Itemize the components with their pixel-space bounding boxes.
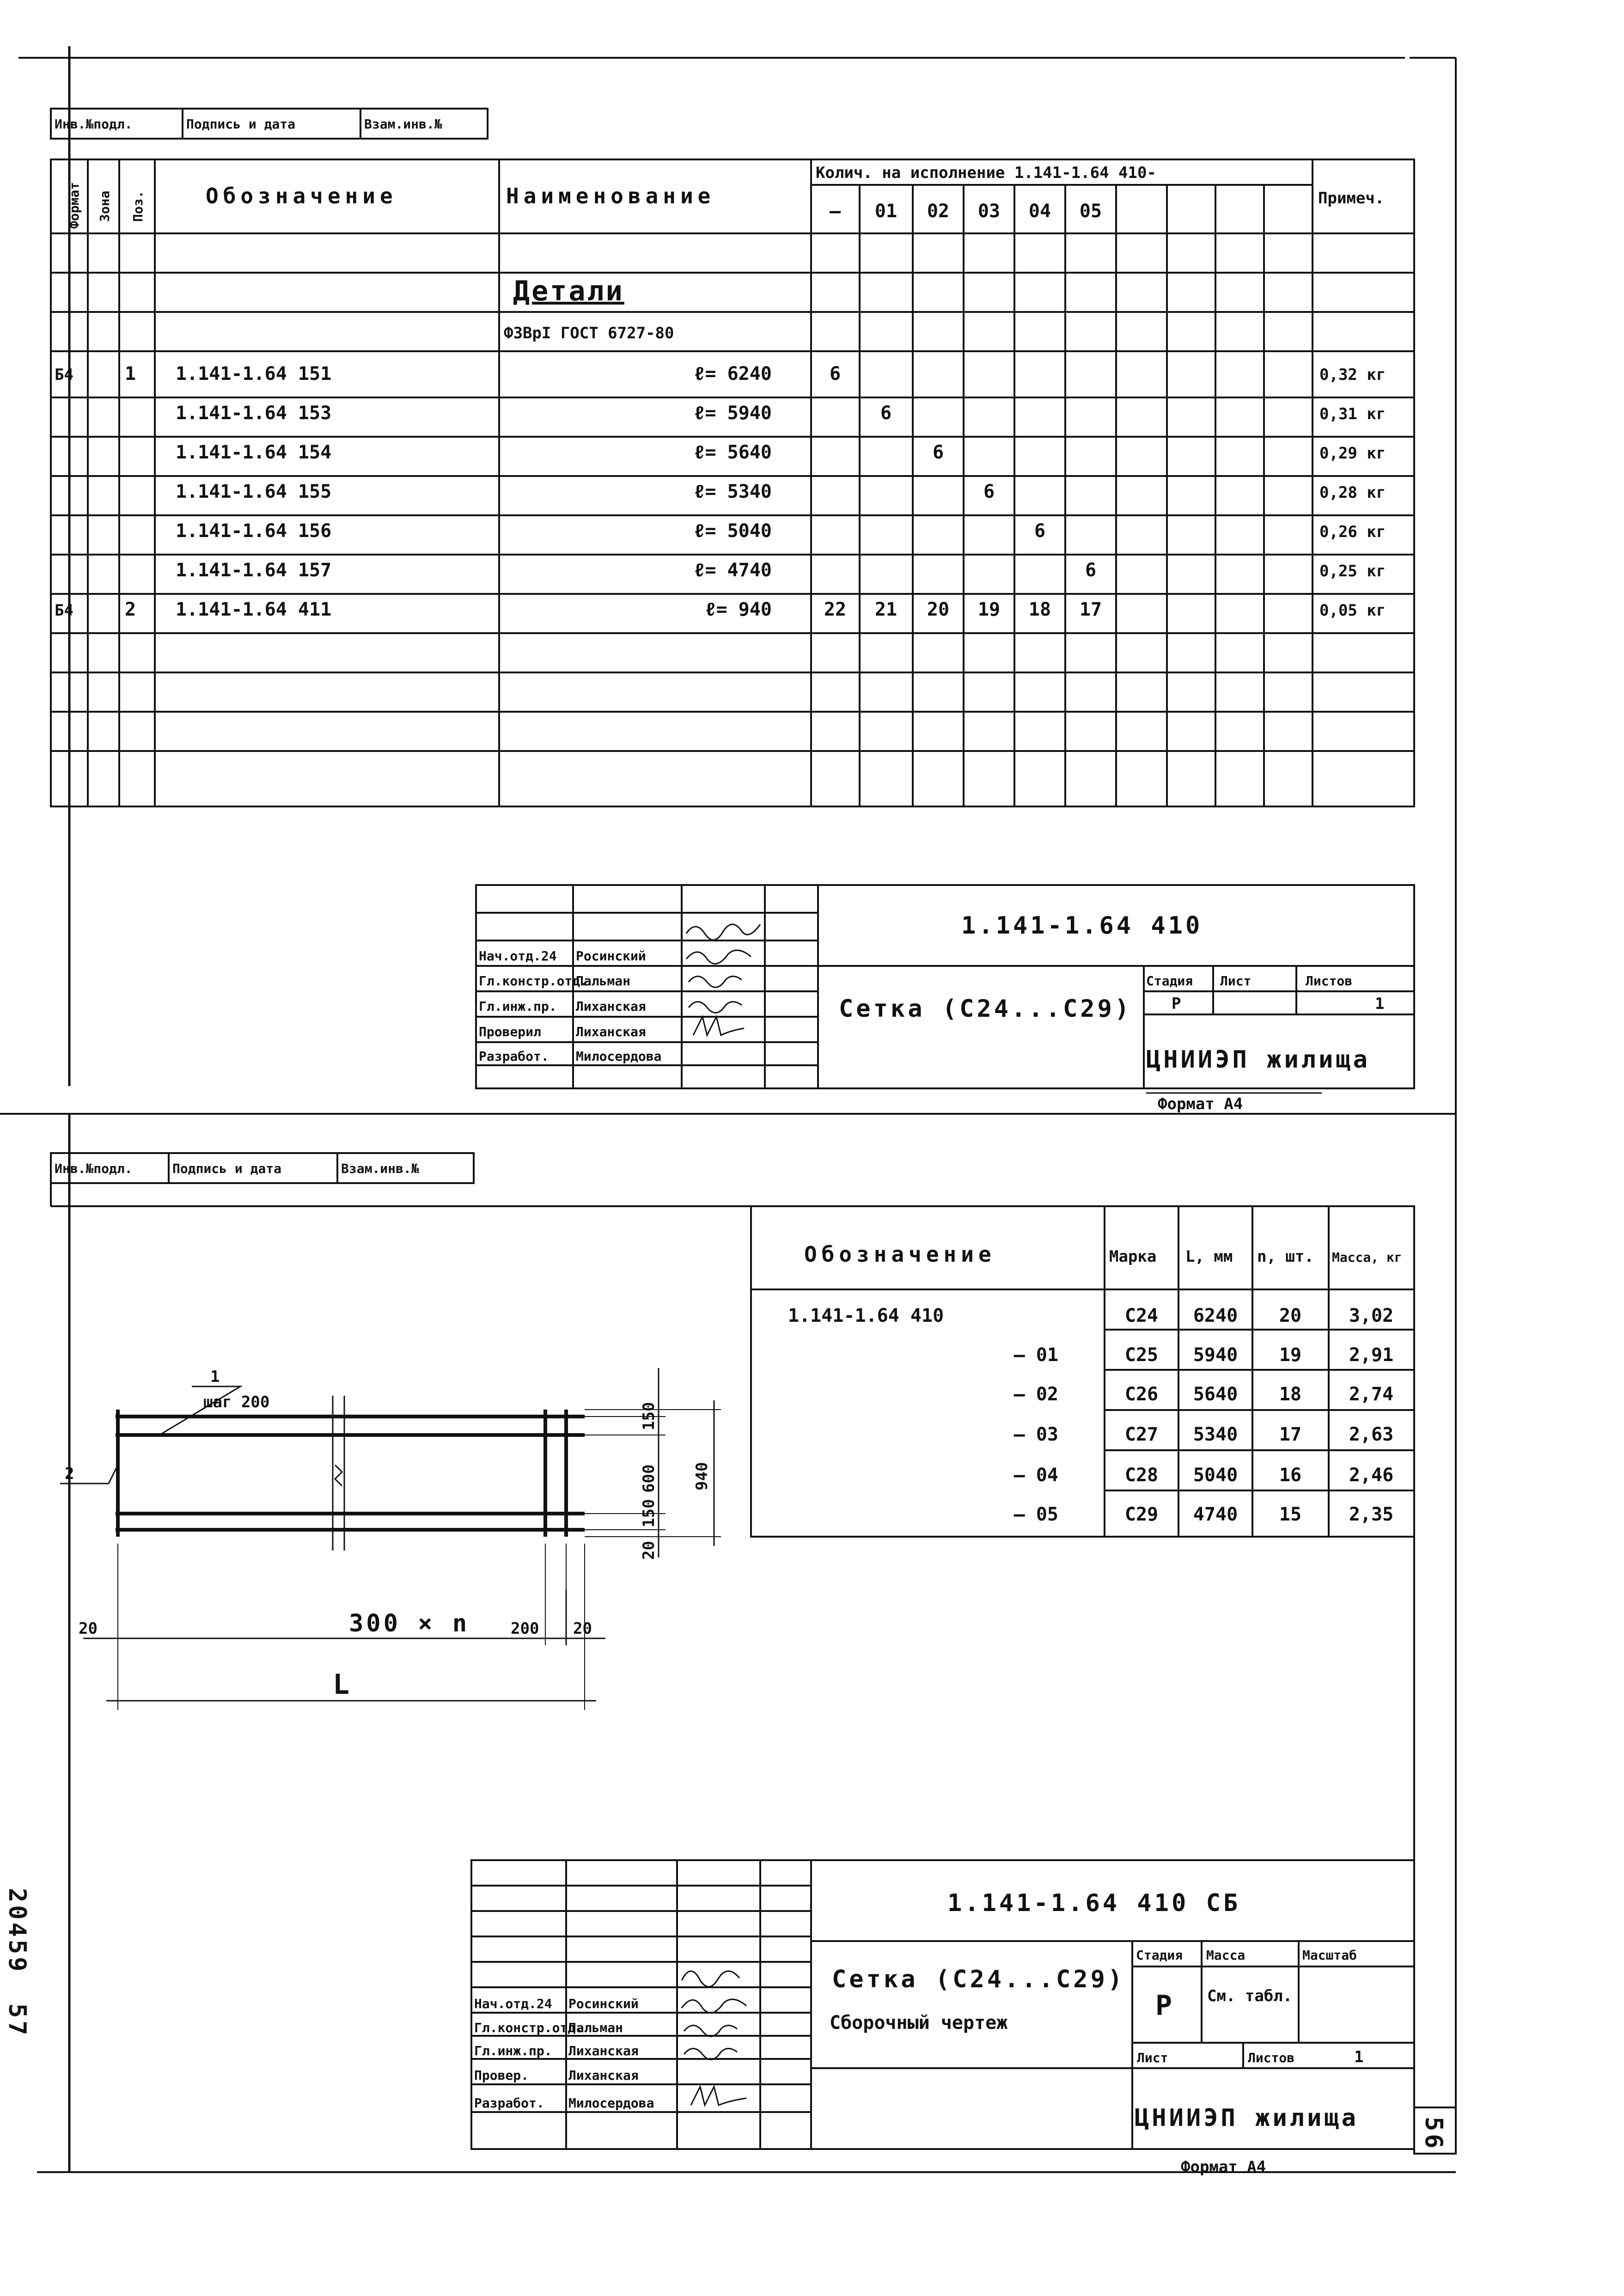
stamp2-replace-label: Взам.инв.№	[341, 1161, 419, 1176]
row-position: 2	[124, 599, 136, 620]
mark-row-designation: – 04	[1013, 1465, 1058, 1486]
signature-9	[684, 2049, 737, 2060]
header-note: Примеч.	[1318, 189, 1385, 208]
mark-row-mark: С28	[1124, 1465, 1159, 1486]
title-person: Лиханская	[576, 1024, 646, 1039]
qty-column-headers	[830, 201, 1102, 222]
dim-200: 200	[511, 1619, 539, 1638]
title2-role: Гл.инж.пр.	[474, 2043, 552, 2058]
mark-row-mass: 2,63	[1349, 1424, 1394, 1445]
mark-row-designation: 1.141-1.64 410	[788, 1305, 944, 1326]
mark-row-mass: 2,46	[1349, 1465, 1394, 1486]
title2-person: Милосердова	[568, 2095, 654, 2111]
row-note: 0,25 кг	[1319, 562, 1386, 580]
header-zone: Зона	[97, 190, 112, 222]
table-header-designation: Обозначение	[804, 1242, 996, 1267]
stamp-replace-label: Взам.инв.№	[364, 116, 442, 132]
mark-row-length: 6240	[1193, 1305, 1238, 1326]
row-qty: 17	[1079, 599, 1102, 620]
dim-940: 940	[693, 1462, 711, 1490]
row-qty: 6	[880, 403, 892, 424]
format2-label: Формат А4	[1181, 2158, 1266, 2176]
header-qty-title: Колич. на исполнение 1.141-1.64 410-	[816, 164, 1156, 182]
row-note: 0,28 кг	[1319, 483, 1386, 502]
signature-2	[686, 950, 751, 964]
stage-value: Р	[1172, 995, 1181, 1013]
row-length: ℓ= 5640	[694, 442, 772, 463]
dim-L: L	[333, 1668, 352, 1701]
sheet2-label: Лист	[1137, 2050, 1168, 2065]
row-length: ℓ= 940	[705, 599, 772, 620]
dim-300n: 300 × n	[349, 1610, 470, 1637]
section-title: Детали	[513, 275, 624, 307]
mark-row-designation: – 03	[1013, 1424, 1058, 1445]
row-position: 1	[124, 363, 136, 385]
row-length: ℓ= 5940	[694, 403, 772, 424]
title-person: Лиханская	[576, 999, 646, 1014]
qty-col-header: 05	[1079, 201, 1102, 222]
row-designation: 1.141-1.64 411	[176, 599, 332, 620]
title2-role: Нач.отд.24	[474, 1996, 552, 2011]
title-person: Милосердова	[576, 1049, 662, 1064]
stamp2-inv-label: Инв.№подл.	[55, 1161, 133, 1176]
row-qty: 6	[983, 481, 995, 502]
table-header-count: n, шт.	[1257, 1247, 1314, 1266]
signature-7	[682, 1999, 746, 2013]
sheets2-value: 1	[1354, 2048, 1364, 2066]
mark-row-length: 5640	[1193, 1384, 1238, 1405]
mark-row-count: 17	[1279, 1424, 1302, 1445]
qty-col-header: 04	[1028, 201, 1051, 222]
signature-8	[684, 2026, 737, 2037]
mark-row-designation: – 05	[1013, 1504, 1058, 1525]
mark-row-mark: С26	[1124, 1384, 1159, 1405]
row-qty: 21	[874, 599, 897, 620]
mark-row-mass: 2,35	[1349, 1504, 1394, 1525]
qty-col-header: 03	[977, 201, 1001, 222]
stamp2-sign-label: Подпись и дата	[172, 1161, 282, 1176]
qty-col-header: 01	[874, 201, 897, 222]
row-qty: 20	[927, 599, 950, 620]
title2-role: Разработ.	[474, 2095, 544, 2111]
mark-table-rows	[788, 1305, 1393, 1525]
title2-person: Росинский	[568, 1996, 639, 2011]
mark-row-mass: 2,74	[1349, 1384, 1394, 1405]
mark-row-mark: С25	[1124, 1344, 1159, 1366]
header-designation: Обозначение	[206, 183, 397, 208]
mark-row-count: 18	[1279, 1384, 1302, 1405]
page-number: 56	[1420, 2117, 1447, 2151]
dim-600: 600	[640, 1464, 658, 1493]
dim-pos-1: 1	[210, 1368, 220, 1386]
mark-row-count: 19	[1279, 1344, 1302, 1366]
mark-row-mark: С29	[1124, 1504, 1159, 1525]
mark-row-length: 5940	[1193, 1344, 1238, 1366]
sheet-1-text	[55, 116, 1386, 1113]
title-role: Проверил	[479, 1024, 541, 1039]
table-header-length: L, мм	[1185, 1247, 1233, 1266]
mark-row-length: 5040	[1193, 1465, 1238, 1486]
row-designation: 1.141-1.64 154	[176, 442, 332, 463]
scale2-label: Масштаб	[1302, 1948, 1357, 1963]
row-length: ℓ= 5040	[694, 520, 772, 542]
row-note: 0,29 кг	[1319, 444, 1386, 463]
signature-10	[691, 2087, 746, 2105]
title-block2-subtitle: Сборочный чертеж	[830, 2012, 1008, 2033]
stamp-sign-label: Подпись и дата	[186, 116, 296, 132]
signature-6	[682, 1971, 739, 1987]
row-note: 0,32 кг	[1319, 366, 1386, 384]
row-note: 0,05 кг	[1319, 601, 1386, 620]
mark-row-mass: 3,02	[1349, 1305, 1394, 1326]
sheet-2	[37, 1114, 1456, 2172]
mark-row-mass: 2,91	[1349, 1344, 1394, 1366]
row-qty: 6	[1034, 520, 1046, 542]
row-format: Б4	[55, 366, 73, 384]
mass2-label: Масса	[1206, 1948, 1245, 1963]
dim-20-vertical: 20	[640, 1541, 658, 1560]
sheets-value: 1	[1375, 995, 1385, 1013]
row-qty: 18	[1028, 599, 1051, 620]
title-person: Росинский	[576, 948, 646, 964]
sheets2-label: Листов	[1248, 2050, 1295, 2065]
stage2-value: Р	[1155, 1990, 1174, 2022]
header-name: Наименование	[506, 183, 715, 208]
row-designation: 1.141-1.64 153	[176, 403, 332, 424]
title2-person: Лиханская	[568, 2068, 639, 2083]
mark-row-designation: – 02	[1013, 1384, 1058, 1405]
title2-person: Пальман	[568, 2020, 623, 2035]
title-role: Гл.инж.пр.	[479, 999, 557, 1014]
title2-role: Провер.	[474, 2068, 529, 2083]
header-pos: Поз.	[130, 190, 146, 222]
mark-row-count: 15	[1279, 1504, 1302, 1525]
row-designation: 1.141-1.64 155	[176, 481, 332, 502]
title-role: Разработ.	[479, 1049, 549, 1064]
mesh-drawing	[60, 1368, 721, 1710]
table-header-mass: Масса, кг	[1332, 1250, 1402, 1265]
row-qty: 6	[1085, 560, 1097, 581]
mark-row-length: 5340	[1193, 1424, 1238, 1445]
title-block-code: 1.141-1.64 410	[961, 912, 1203, 940]
row-note: 0,31 кг	[1319, 405, 1386, 423]
header-format: Формат	[67, 182, 82, 229]
signature-1	[686, 924, 760, 940]
dim-150-bottom: 150	[640, 1499, 658, 1527]
row-designation: 1.141-1.64 157	[176, 560, 332, 581]
title-block-title: Сетка (С24...С29)	[839, 995, 1132, 1023]
mark-row-length: 4740	[1193, 1504, 1238, 1525]
title-person: Пальман	[576, 973, 631, 989]
title2-role: Гл.констр.отд.	[474, 2020, 584, 2035]
signature-4	[689, 1002, 742, 1013]
break-mark	[335, 1465, 342, 1486]
material-spec: Ф3ВрI ГОСТ 6727-80	[504, 324, 674, 342]
archive-page: 57	[3, 2003, 31, 2038]
mark-row-designation: – 01	[1013, 1344, 1058, 1366]
qty-col-header: 02	[927, 201, 950, 222]
row-designation: 1.141-1.64 156	[176, 520, 332, 542]
row-qty: 22	[824, 599, 847, 620]
dim-pos-2: 2	[65, 1465, 74, 1483]
mass2-value: См. табл.	[1207, 1987, 1293, 2005]
mark-row-count: 16	[1279, 1465, 1302, 1486]
stage-label: Стадия	[1146, 973, 1193, 989]
title-block2-title: Сетка (С24...С29)	[832, 1966, 1125, 1993]
row-length: ℓ= 5340	[694, 481, 772, 502]
row-qty: 19	[977, 599, 1001, 620]
signature-5	[693, 1017, 744, 1035]
row-length: ℓ= 6240	[694, 363, 772, 385]
mark-row-mark: С27	[1124, 1424, 1159, 1445]
row-length: ℓ= 4740	[694, 560, 772, 581]
sheet-2-text	[3, 1161, 1447, 2176]
spec-rows	[55, 363, 1386, 620]
row-designation: 1.141-1.64 151	[176, 363, 332, 385]
signatures	[682, 924, 760, 2105]
dim-20-right: 20	[573, 1619, 592, 1638]
title-role: Гл.констр.отд.	[479, 973, 588, 989]
title-role: Нач.отд.24	[479, 948, 557, 964]
dim-20-left: 20	[79, 1619, 98, 1638]
title-block2-code: 1.141-1.64 410 СБ	[947, 1889, 1241, 1917]
archive-number: 20459	[3, 1888, 31, 1974]
sheets-label: Листов	[1306, 973, 1353, 989]
dim-150-top: 150	[640, 1402, 658, 1430]
stage2-label: Стадия	[1136, 1948, 1183, 1963]
row-qty: 6	[932, 442, 944, 463]
sheet-label: Лист	[1220, 973, 1252, 989]
format-label: Формат А4	[1158, 1095, 1243, 1113]
row-format: Б4	[55, 601, 73, 620]
org-name: ЦНИИЭП жилища	[1146, 1046, 1370, 1074]
mark-row-count: 20	[1279, 1305, 1302, 1326]
signature-3	[689, 977, 742, 988]
title2-person: Лиханская	[568, 2043, 639, 2058]
org2-name: ЦНИИЭП жилища	[1135, 2104, 1359, 2132]
stamp-inv-label: Инв.№подл.	[55, 116, 133, 132]
row-qty: 6	[829, 363, 841, 385]
row-note: 0,26 кг	[1319, 523, 1386, 541]
qty-col-header: –	[829, 201, 841, 222]
dim-pitch: шаг 200	[203, 1393, 270, 1411]
table-header-mark: Марка	[1109, 1247, 1157, 1266]
mark-row-mark: С24	[1124, 1305, 1159, 1326]
